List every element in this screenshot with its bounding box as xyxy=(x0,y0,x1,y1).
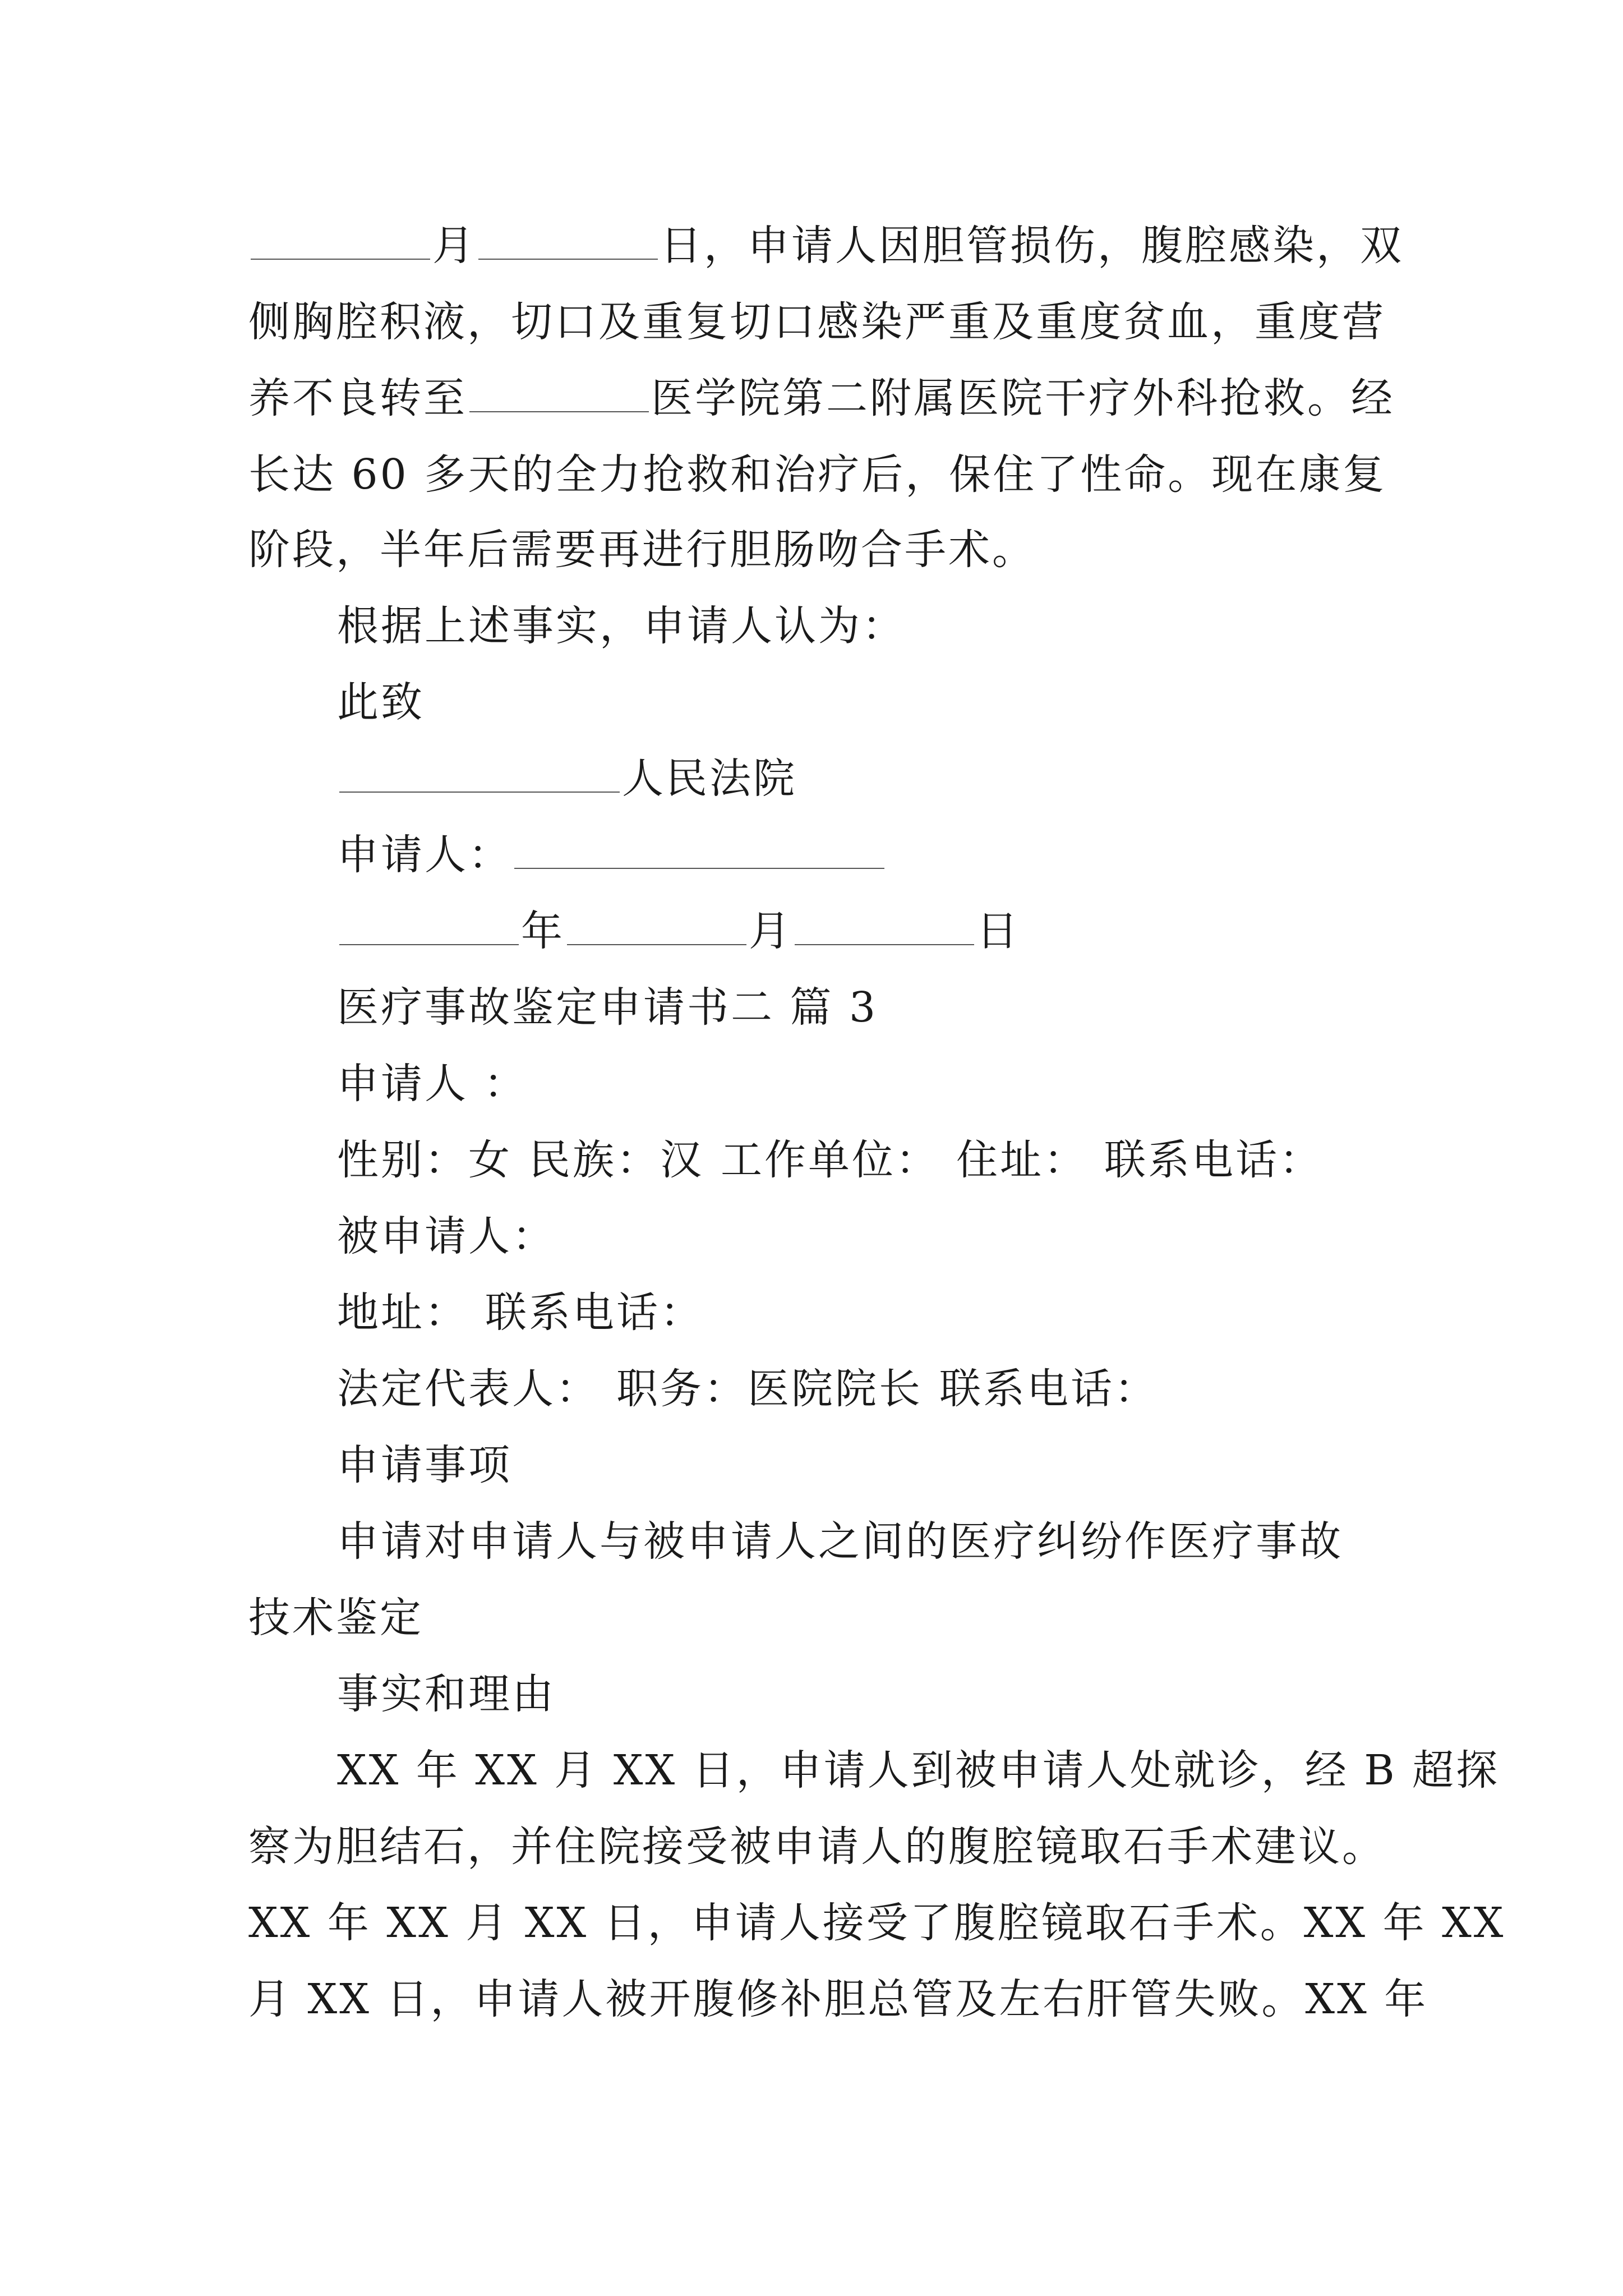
text: 联系电话： xyxy=(1104,1136,1323,1184)
text: 工作单位： xyxy=(721,1136,939,1184)
section-title: 医疗事故鉴定申请书二 篇 3 xyxy=(337,983,878,1032)
text: 法定代表人： xyxy=(337,1365,600,1413)
text-line xyxy=(337,1285,1487,1341)
text: 联系电话： xyxy=(485,1289,704,1337)
text-line xyxy=(248,370,1398,426)
text-line: 被申请人： xyxy=(337,1212,556,1260)
text-line: 申请对申请人与被申请人之间的医疗纠纷作医疗事故 xyxy=(337,1517,1343,1566)
blank-field xyxy=(469,372,649,412)
text: 养不良转至 xyxy=(248,374,467,422)
text: 地址： xyxy=(337,1289,468,1337)
text-line: 技术鉴定 xyxy=(248,1594,423,1642)
text: 申请人： xyxy=(337,831,512,879)
blank-field xyxy=(478,219,658,260)
text: 性别：女 xyxy=(337,1136,512,1184)
text: 人民法院 xyxy=(622,754,797,803)
text-line xyxy=(337,1132,1487,1188)
text-line: 申请人 ： xyxy=(337,1060,528,1108)
text-line: 此致 xyxy=(337,678,425,726)
text: 住址： xyxy=(956,1136,1087,1184)
text: 民族：汉 xyxy=(529,1136,704,1184)
text: 职务：医院院长 xyxy=(616,1365,923,1413)
text-line: XX 年 XX 月 XX 日，申请人接受了腹腔镜取石手术。XX 年 XX xyxy=(248,1899,1506,1947)
text-line: 阶段，半年后需要再进行胆肠吻合手术。 xyxy=(248,526,1036,574)
blank-field xyxy=(339,752,620,793)
blank-field xyxy=(514,829,884,869)
text-line: XX 年 XX 月 XX 日，申请人到被申请人处就诊，经 B 超探 xyxy=(337,1746,1500,1795)
text-line xyxy=(248,218,1404,274)
text: 日 xyxy=(976,907,1020,955)
text-line xyxy=(337,827,1487,883)
text-line: 察为胆结石，并住院接受被申请人的腹腔镜取石手术建议。 xyxy=(248,1823,1386,1871)
text-line xyxy=(337,751,1487,807)
text: 医学院第二附属医院干疗外科抢救。经 xyxy=(651,374,1395,422)
text-line: 侧胸腔积液，切口及重复切口感染严重及重度贫血，重度营 xyxy=(248,298,1386,346)
text: 月 xyxy=(432,222,476,270)
text: 月 xyxy=(749,907,792,955)
text-line xyxy=(337,1361,1487,1417)
blank-field xyxy=(795,905,974,945)
text-line: 长达 60 多天的全力抢救和治疗后，保住了性命。现在康复 xyxy=(248,450,1387,499)
text: 日，申请人因胆管损伤，腹腔感染，双 xyxy=(660,222,1404,270)
blank-field xyxy=(251,219,430,260)
text-line: 月 XX 日，申请人被开腹修补胆总管及左右肝管失败。XX 年 xyxy=(248,1975,1428,2023)
section-heading: 事实和理由 xyxy=(337,1670,556,1718)
blank-field xyxy=(339,905,519,945)
text-line xyxy=(337,903,1487,959)
section-heading: 申请事项 xyxy=(337,1441,512,1489)
text-line: 根据上述事实，申请人认为： xyxy=(337,602,906,650)
text: 年 xyxy=(521,907,565,955)
blank-field xyxy=(567,905,746,945)
text: 联系电话： xyxy=(939,1365,1158,1413)
